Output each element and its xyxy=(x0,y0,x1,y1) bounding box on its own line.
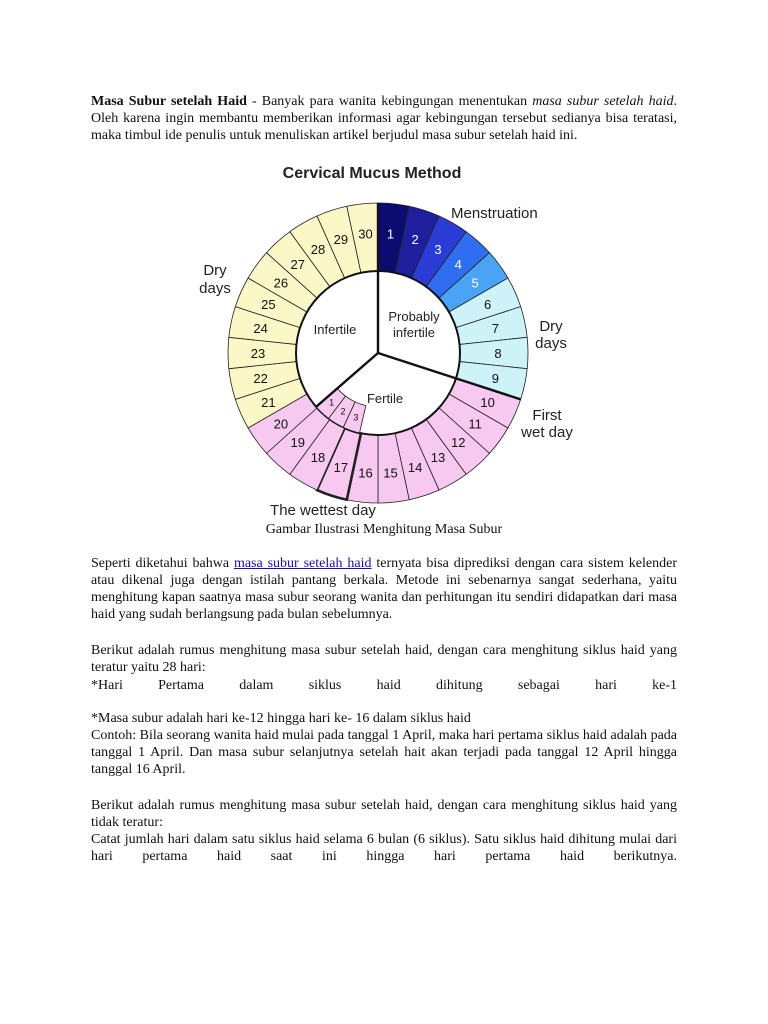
inner-day-label-1: 1 xyxy=(329,397,335,408)
day-label-27: 27 xyxy=(290,256,305,272)
paragraph-3: Berikut adalah rumus menghitung masa subur setelah haid, dengan cara menghitung siklus haid yang teratur yaitu 28 hari: xyxy=(91,643,677,675)
p2-after-text: ternyata bisa diprediksi dengan cara sistem kelender atau dikenal juga dengan istilah pantang berkala. Metode ini sebenarnya sangat sederhana, yaitu menghitung kapan saatnya masa subur seorang wanita dan perhitungan itu sendiri didapatkan dari masa haid yang sudah berlangsung pada bulan sebelumnya. xyxy=(91,556,677,622)
day-label-23: 23 xyxy=(250,346,266,361)
day-label-16: 16 xyxy=(358,465,373,481)
diagram-title: Cervical Mucus Method xyxy=(282,165,462,182)
intro-dash-text: - Banyak para wanita kebingungan menentukan xyxy=(246,94,533,109)
day-label-28: 28 xyxy=(310,242,326,258)
label-first-wet-day-2: wet day xyxy=(521,424,573,441)
day-label-21: 21 xyxy=(261,394,276,410)
day-label-6: 6 xyxy=(484,297,492,313)
day-label-11: 11 xyxy=(468,416,482,432)
day-label-24: 24 xyxy=(253,321,268,337)
day-label-4: 4 xyxy=(454,256,462,272)
p2-before-text: Seperti diketahui bahwa xyxy=(91,556,234,571)
day-label-15: 15 xyxy=(383,465,398,481)
label-dry-days-left-2: days xyxy=(199,280,231,297)
inner-day-label-3: 3 xyxy=(353,412,359,423)
label-menstruation: Menstruation xyxy=(451,205,538,222)
bullet-2: *Masa subur adalah hari ke-12 hingga hari ke- 16 dalam siklus haid xyxy=(91,711,471,726)
day-label-22: 22 xyxy=(253,370,268,386)
link-masa-subur[interactable]: masa subur setelah haid xyxy=(233,556,372,571)
example-paragraph: Contoh: Bila seorang wanita haid mulai pada tanggal 1 April, maka hari pertama siklus haid adalah pada tanggal 1 April. Dan masa subur selanjutnya setelah hait akan terjadi pada tanggal 12 April hingga tanggal 16 April. xyxy=(91,728,677,777)
day-label-14: 14 xyxy=(407,460,423,476)
day-label-18: 18 xyxy=(310,449,326,465)
paragraph-5: Berikut adalah rumus menghitung masa subur setelah haid, dengan cara menghitung siklus haid yang tidak teratur: xyxy=(91,798,677,830)
intro-italic-phrase: masa subur setelah haid xyxy=(532,94,674,109)
day-label-3: 3 xyxy=(434,242,442,258)
day-label-25: 25 xyxy=(261,297,276,313)
day-label-9: 9 xyxy=(491,370,499,386)
cervical-mucus-diagram xyxy=(185,160,585,520)
inner-day-label-2: 2 xyxy=(340,406,346,417)
day-label-2: 2 xyxy=(411,231,419,247)
intro-rest-text: . Oleh karena ingin membantu memberikan informasi agar kebingungan tersebut sedianya bisa teratasi, maka timbul ide penulis untuk menuliskan artikel berjudul masa subur setelah haid ini. xyxy=(91,94,678,143)
day-label-30: 30 xyxy=(358,226,373,242)
day-label-17: 17 xyxy=(333,460,349,476)
intro-title: Masa Subur setelah Haid xyxy=(91,94,247,109)
label-dry-days-right-1: Dry xyxy=(539,318,563,335)
day-label-29: 29 xyxy=(333,231,349,247)
label-dry-days-right-2: days xyxy=(535,335,567,352)
day-label-13: 13 xyxy=(430,449,446,465)
day-label-1: 1 xyxy=(386,226,395,242)
paragraph-2 xyxy=(91,555,677,623)
inner-region xyxy=(296,271,460,435)
day-label-5: 5 xyxy=(471,275,479,291)
day-label-20: 20 xyxy=(273,416,289,432)
bullet-1: *Hari Pertama dalam siklus haid dihitung sebagai hari ke-1 xyxy=(91,678,677,693)
day-label-12: 12 xyxy=(451,435,466,451)
label-probably-infertile-1: Probably xyxy=(388,309,440,324)
day-label-19: 19 xyxy=(290,435,305,451)
day-label-10: 10 xyxy=(480,394,495,410)
label-infertile: Infertile xyxy=(313,322,357,337)
day-label-26: 26 xyxy=(273,275,289,291)
label-dry-days-left-1: Dry xyxy=(203,262,227,279)
day-label-8: 8 xyxy=(494,346,502,361)
figure-caption: Gambar Ilustrasi Menghitung Masa Subur xyxy=(265,522,503,537)
day-label-7: 7 xyxy=(491,321,499,337)
label-wettest-day: The wettest day xyxy=(270,502,376,519)
label-fertile: Fertile xyxy=(366,391,404,406)
label-first-wet-day-1: First xyxy=(532,407,562,424)
intro-paragraph xyxy=(91,93,677,144)
paragraph-5-more: Catat jumlah hari dalam satu siklus haid selama 6 bulan (6 siklus). Satu siklus haid dihitung mulai dari hari pertama haid saat ini hingga hari pertama haid berikutnya. xyxy=(91,832,677,864)
label-probably-infertile-2: infertile xyxy=(393,325,435,340)
